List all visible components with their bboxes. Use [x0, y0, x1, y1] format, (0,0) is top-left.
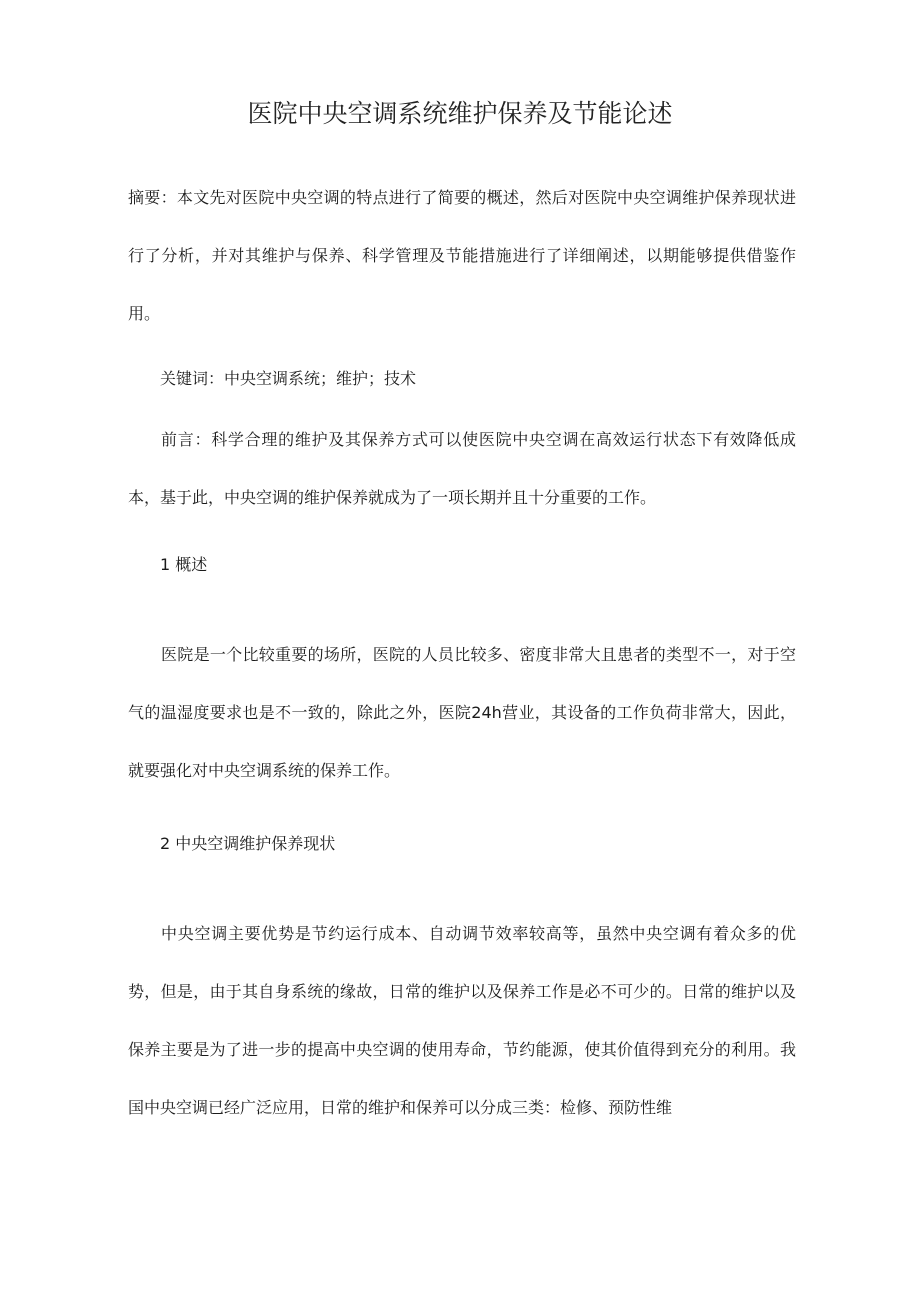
section-2-heading: 2 中央空调维护保养现状: [160, 834, 336, 853]
section-2-paragraph: 中央空调主要优势是节约运行成本、自动调节效率较高等，虽然中央空调有着众多的优势，但是，由于其自身系统的缘故，日常的维护以及保养工作是必不可少的。日常的维护以及保养主要是为了进一步的提高中央空调的使用寿命，节约能源，使其价值得到充分的利用。我国中央空调已经广泛应用，日常的维护和保养可以分成三类：检修、预防性维: [128, 924, 796, 1117]
abstract-paragraph: 摘要：本文先对医院中央空调的特点进行了简要的概述，然后对医院中央空调维护保养现状进行了分析，并对其维护与保养、科学管理及节能措施进行了详细阐述，以期能够提供借鉴作用。: [128, 188, 796, 323]
section-1-heading: 1 概述: [160, 555, 208, 574]
preface-paragraph: 前言：科学合理的维护及其保养方式可以使医院中央空调在高效运行状态下有效降低成本，基于此，中央空调的维护保养就成为了一项长期并且十分重要的工作。: [128, 430, 796, 507]
keywords-line: 关键词：中央空调系统；维护；技术: [160, 369, 417, 388]
section-1-paragraph: 医院是一个比较重要的场所，医院的人员比较多、密度非常大且患者的类型不一，对于空气的温湿度要求也是不一致的，除此之外，医院24h营业，其设备的工作负荷非常大，因此，就要强化对中央空调系统的保养工作。: [128, 645, 796, 780]
document-title: 医院中央空调系统维护保养及节能论述: [247, 99, 673, 128]
